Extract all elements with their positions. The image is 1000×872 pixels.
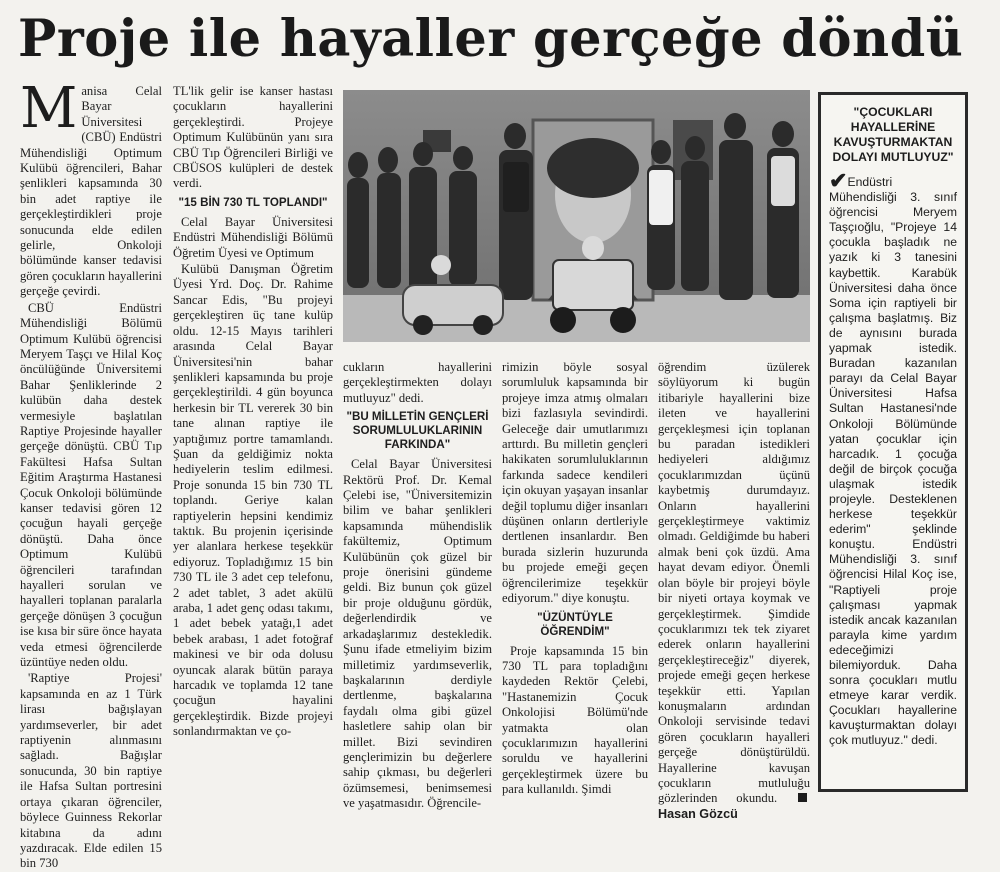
article-column-5 <box>658 360 810 821</box>
article-column-2 <box>173 84 333 798</box>
photo-illustration <box>343 90 810 342</box>
subheading: "BU MİLLETİN GENÇLERİ SORUMLULUKLARININ FARKINDA" <box>346 410 489 452</box>
quote-box-heading: "ÇOCUKLARI HAYALLERİNE KAVUŞTURMAKTAN DOLAYI MUTLUYUZ" <box>832 105 954 164</box>
closing-text: öğrendim üzülerek söylüyorum ki bugün itibariyle hayallerini bize ileten ve hayallerini gerçekleşmesi için toplanan bu paradan istedikleri hediyeleri aldığımız çocuklarımızdan üçünü kaybetmiş durumdayız. Onların hayallerini gerçekleştirmeye vaktimiz olmadı. Geldiğimde bu haberi almak beni çok üzdü. Ama hayat devam ediyor. Önemli olan böyle bir projeyi böyle bir niyeti ortaya koymak ve gerçekleştirmek. Şimdide çocuklarımızı tek tek ziyaret ederek onların hayallerini gerçekleştireceğiz" diyerek, projede emeği geçen herkese teşekkür etti. Yapılan konuşmaların ardından Onkoloji servisinde tedavi gören çocukların hayalleri gerçeğe dönüştürüldü. Hayallerine kavuşan çocukların mutluluğu gözlerinden okundu. <box>658 360 810 806</box>
paragraph: TL'lik gelir ise kanser hastası çocukların hayallerini gerçekleştirdi. Projeye Optimum Kulübünün yanı sıra CBÜ Tıp Öğrencileri Birliği ve CBÜSOS kulüpleri de destek verdi. <box>173 84 333 191</box>
quote-box-text <box>829 168 957 749</box>
paragraph: Celal Bayar Üniversitesi Endüstri Mühendisliği Bölümü Öğretim Üyesi ve Optimum <box>173 214 333 260</box>
paragraph: Celal Bayar Üniversitesi Rektörü Prof. Dr. Kemal Çelebi ise, "Üniversitemizin bilim ve bahar şenlikleri kapsamında mühendislik fakültemiz, Optimum Kulübünün çok güzel bir proje önerisini gündeme geldi. Biz bunun çok güzel bir proje olduğunu gördük, değerlendirdik ve arkadaşlarımız destekledik. Şunu ifade etmeliyim bizim milletimiz yardımseverlik, başkalarının derdiyle dertlenme, başkalarına faydalı olma gibi güzel hasletlere sahip olan bir millet. Bizi sevindiren gençlerimizin bu değerlere sahip çıkması, bu değerleri özümsemesi, benimsemesi ve yaşatmasıdır. Öğrencile- <box>343 457 492 811</box>
subheading: "15 BİN 730 TL TOPLANDI" <box>178 195 328 209</box>
group-photo <box>343 90 810 342</box>
paragraph: Proje kapsamında 15 bin 730 TL para topladığını kaydeden Rektör Çelebi, "Hastanemizin Çocuk Onkolojisi Bölümü'nde yatmakta olan çocuklarımızın hayallerini soruldu ve hayallerini gerçekleştirmek üzere bu para kullanıldı. Şimdi <box>502 643 648 797</box>
quote-box <box>818 92 968 792</box>
paragraph <box>658 360 810 822</box>
lead-paragraph <box>20 76 162 300</box>
byline: Hasan Gözcü <box>658 806 738 821</box>
paragraph: rimizin böyle sosyal sorumluluk kapsamında bir projeye imza atmış olmaları bizi fazlasıyla sevindirdi. Geleceğe dair umutlarımızı arttırdı. Bu milletin gençleri hakikaten sorumluluklarının farkında sadece kendileri için okuyan yaşayan insanlar değil toplumu diğer insanları düşünen onların dertleriyle dertlenen insanlardır. Ben burada sizlerin huzurunda bu projede emeği geçen öğrencilerimize teşekkür ediyorum." diye konuştu. <box>502 360 648 606</box>
lead-text: anisa Celal Bayar Üniversitesi (CBÜ) Endüstri Mühendisliği Optimum Kulübü öğrencileri, Bahar şenlikleri kapsamında 30 bin adet raptiye ile gerçekleştirdikleri proje sonucunda elde edilen gelirle, Onkoloji bölümünde kanser tedavisi gören çocukların hayallerini gerçeğe çevirdi. <box>20 84 162 299</box>
paragraph: CBÜ Endüstri Mühendisliği Bölümü Optimum Kulübü öğrencisi Meryem Taşçı ve Hilal Koç öncülüğünde Üniversitemi Bahar Şenliklerinde 2 kulübün daha destek vermesiyle başlatılan Raptiye Projesinde hayaller gerçeğe dönüştü. CBÜ Tıp Fakültesi Hafsa Sultan Eğitim Araştırma Hastanesi Çocuk Onkoloji bölümünde kanser tedavisi gören 12 çocuğun hayali gerçeğe dönüştü. Daha önce Optimum Kulübü öğrencileri tarafından hayalleri sorulan ve hayalleri toplanan paralarla gerçeğe dönüşen 3 çocuğun ise kısa bir süre önce hayata veda etmesi öğrencilerde üzüntüye neden oldu. <box>20 300 162 670</box>
quote-box-body: Endüstri Mühendisliği 3. sınıf öğrencisi Meryem Taşçıoğlu, "Projeye 14 çocukla başladık ne yazık ki 3 tanesini kaybettik. Karabük Üniversitesi daha önce Soma için raptiyeli bir çalışma başlatmış. Biz de aynısını burada yapmak istedik. Buradan kazanılan parayı da Celal Bayar Üniversitesi Hafsa Sultan Hastanesi'nde Onkoloji Bölümünde yatan çocuklar için harcadık. 1 çocuğa değil de birçok çocuğa ulaşmak istedik projeyle. Desteklenen herkese teşekkür ederim" şeklinde konuştu. Endüstri Mühendisliği 3. sınıf öğrencisi Hilal Koç ise, "Raptiyeli proje çalışması yapmak istedik ancak kazanılan parayla kime yardım edeceğimizi bilemiyorduk. Daha sonra çocukları mutlu etmeye karar verdik. Çocukları hayallerine kavuşturmaktan dolayı çok mutluyuz." dedi. <box>829 175 957 748</box>
paragraph: cukların hayallerini gerçekleştirmekten dolayı mutluyuz" dedi. <box>343 360 492 405</box>
subheading: "ÜZÜNTÜYLE ÖĞRENDİM" <box>537 610 613 638</box>
paragraph: 'Raptiye Projesi' kapsamında en az 1 Türk lirası bağışlayan yardımseverler, bir adet raptiyenin alınmasını sağladı. Bağışlar sonucunda, 30 bin raptiye ile Hafsa Sultan portresini ortaya çıkaran öğrenciler, böylece Guinness Rekorlar kitabına da adını yazdıracak. Elde edilen 15 bin 730 <box>20 671 162 871</box>
article-column-4 <box>502 360 648 800</box>
article-column-3 <box>343 360 492 811</box>
paragraph: Kulübü Danışman Öğretim Üyesi Yrd. Doç. Dr. Rahime Sancar Edis, "Bu projeyi gerçekleştiren üç tane kulüp oldu. 12-15 Mayıs tarihleri arasında Celal Bayar Üniversitesi'nin bahar şenlikleri kapsamında bu proje gerçekleştirildi. 4 gün boyunca herkesin bir TL vererek 30 bin tane alınan raptiye ile yaptığımız portre tamamlandı. Şuan da geldiğimiz nokta hediyelerin teslim edilmesi. Proje sonunda 15 bin 730 TL toplandı. Geriye kalan raptiyelerin hepsini kendimiz taktık. Bu projenin içerisinde yer alanlara herkese teşekkür ediyoruz. Topladığımız 15 bin 730 TL ile 3 adet cep telefonu, 2 adet tablet, 3 adet akülü araba, 1 adet genç odası takımı, 1 adet bebek yatağı,1 adet bebek arabası, 1 adet fotoğraf makinesi ve bir oda dolusu oyuncak alarak bütün paraya harcadık ve toplamda 12 tane çocuğun hayalini gerçekleştirdik. Bizde projeyi sonlandırmaktan ve ço- <box>173 262 333 739</box>
drop-cap: M <box>20 76 78 141</box>
headline: Proje ile hayaller gerçeğe döndü <box>18 9 964 69</box>
square-bullet-icon <box>798 793 807 802</box>
article-column-1 <box>20 76 162 871</box>
check-icon: ✔ <box>829 168 848 193</box>
